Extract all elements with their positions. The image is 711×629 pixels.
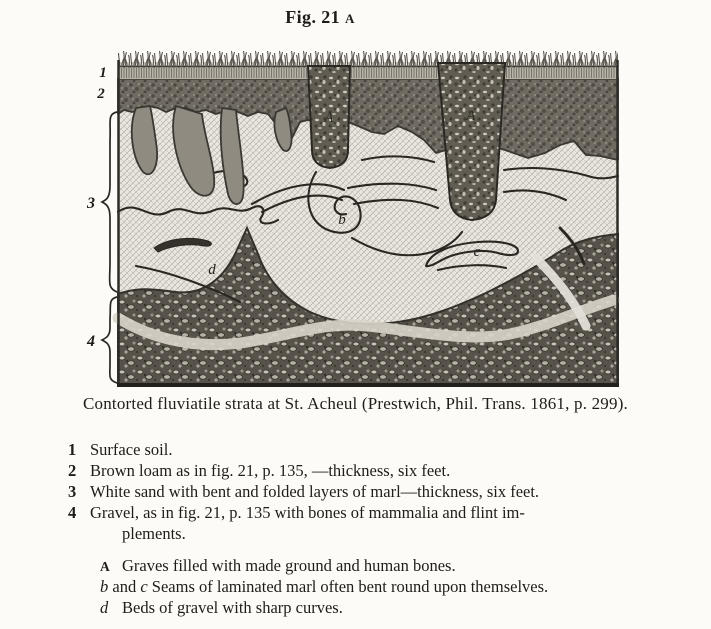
legend-text-bc: Seams of laminated marl often bent round upon themselves. [151, 577, 549, 596]
legend-key-A: A [100, 559, 110, 574]
legend-item-3 [68, 482, 539, 501]
label-stratum-3: 3 [87, 195, 95, 212]
legend-item-1 [68, 440, 172, 459]
legend-key-b: b [100, 577, 109, 596]
legend-text-d: Beds of gravel with sharp curves. [122, 598, 343, 617]
label-stratum-2: 2 [97, 86, 105, 102]
label-grave-right: A [466, 108, 476, 124]
legend-key-3: 3 [68, 482, 77, 501]
legend-text-1: Surface soil. [90, 440, 173, 459]
figure-caption: Contorted fluviatile strata at St. Acheul (Prestwich, Phil. Trans. 1861, p. 299). [82, 394, 629, 413]
bracket-stratum-3 [102, 112, 117, 292]
label-stratum-1: 1 [99, 65, 107, 81]
grave-shaft-left [308, 66, 350, 168]
bracket-stratum-4 [102, 297, 117, 383]
legend-key-d: d [100, 598, 109, 617]
legend-key-4: 4 [68, 503, 77, 522]
surface-soil-band [118, 66, 618, 80]
legend-key-2: 2 [68, 461, 77, 480]
label-seam-c: c [473, 244, 481, 260]
figure-title-suffix: A [344, 11, 355, 26]
label-stratum-4: 4 [87, 333, 95, 350]
label-seam-b: b [338, 212, 346, 228]
legend-item-2 [68, 461, 450, 480]
grass-band [118, 46, 618, 67]
legend-key-1: 1 [68, 440, 77, 459]
legend-key-c: c [140, 577, 148, 596]
legend-key-and: and [112, 577, 137, 596]
legend-text-2: Brown loam as in fig. 21, p. 135, —thickness, six feet. [90, 461, 451, 480]
legend-item-A [100, 556, 456, 576]
label-grave-left: A [324, 110, 334, 126]
legend-text-A: Graves filled with made ground and human bones. [122, 556, 456, 575]
legend-item-bc [100, 577, 548, 596]
figure-title-prefix: Fig. 21 [285, 7, 341, 27]
strata-index [86, 65, 117, 383]
legend-text-3: White sand with bent and folded layers of marl—thickness, six feet. [90, 482, 540, 501]
legend-item-4-continued [122, 524, 186, 543]
label-gravel-d: d [208, 262, 216, 278]
legend-item-d [100, 598, 343, 617]
legend-text-4: Gravel, as in fig. 21, p. 135 with bones of mammalia and flint im- [90, 503, 525, 522]
legend-text-4b: plements. [122, 524, 186, 543]
legend-item-4 [68, 503, 525, 522]
